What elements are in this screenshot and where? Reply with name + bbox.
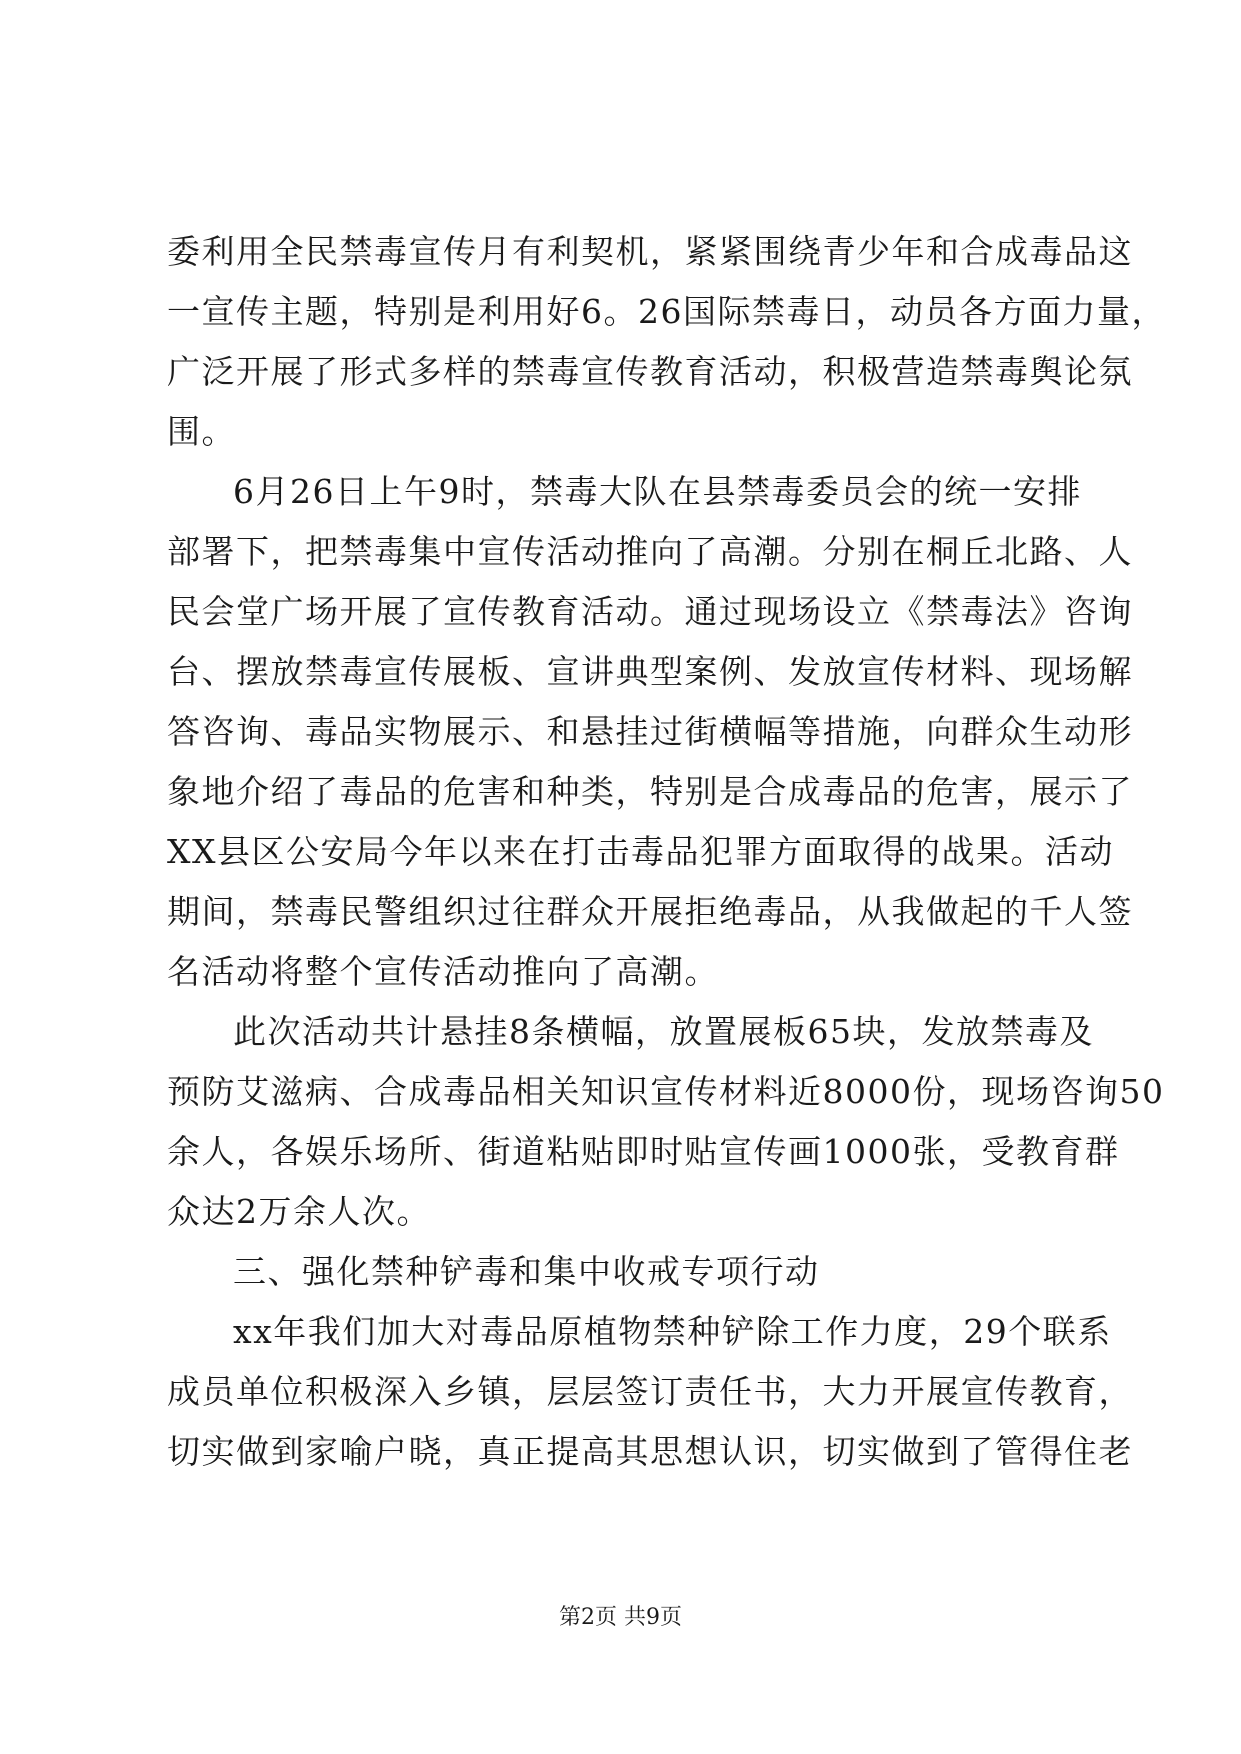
text-line: 一宣传主题，特别是利用好6。26国际禁毒日，动员各方面力量， bbox=[167, 292, 1166, 331]
text-line: 成员单位积极深入乡镇，层层签订责任书，大力开展宣传教育， bbox=[167, 1372, 1133, 1411]
text-line: 广泛开展了形式多样的禁毒宣传教育活动，积极营造禁毒舆论氛 bbox=[167, 352, 1133, 391]
text-line: 切实做到家喻户晓，真正提高其思想认识，切实做到了管得住老 bbox=[167, 1432, 1133, 1471]
text-line: 台、摆放禁毒宣传展板、宣讲典型案例、发放宣传材料、现场解 bbox=[167, 652, 1133, 691]
text-line: 预防艾滋病、合成毒品相关知识宣传材料近8000份，现场咨询50 bbox=[167, 1072, 1165, 1111]
text-line: 民会堂广场开展了宣传教育活动。通过现场设立《禁毒法》咨询 bbox=[167, 592, 1133, 631]
text-line: 三、强化禁种铲毒和集中收戒专项行动 bbox=[233, 1252, 820, 1291]
body-text bbox=[167, 222, 1166, 1482]
text-line: 余人，各娱乐场所、街道粘贴即时贴宣传画1000张，受教育群 bbox=[167, 1132, 1120, 1171]
text-line: 答咨询、毒品实物展示、和悬挂过街横幅等措施，向群众生动形 bbox=[167, 712, 1133, 751]
text-line: xx年我们加大对毒品原植物禁种铲除工作力度，29个联系 bbox=[233, 1312, 1112, 1351]
text-line: 部署下，把禁毒集中宣传活动推向了高潮。分别在桐丘北路、人 bbox=[167, 532, 1133, 571]
text-line: 象地介绍了毒品的危害和种类，特别是合成毒品的危害，展示了 bbox=[167, 772, 1133, 811]
text-line: 6月26日上午9时，禁毒大队在县禁毒委员会的统一安排 bbox=[233, 472, 1082, 511]
text-line: 委利用全民禁毒宣传月有利契机，紧紧围绕青少年和合成毒品这 bbox=[167, 232, 1133, 271]
text-line: 众达2万余人次。 bbox=[167, 1192, 431, 1231]
text-line: XX县区公安局今年以来在打击毒品犯罪方面取得的战果。活动 bbox=[167, 832, 1114, 871]
text-line: 名活动将整个宣传活动推向了高潮。 bbox=[167, 952, 719, 991]
page-footer: 第2页 共9页 bbox=[559, 1605, 682, 1630]
text-line: 此次活动共计悬挂8条横幅，放置展板65块，发放禁毒及 bbox=[233, 1012, 1094, 1051]
text-line: 围。 bbox=[167, 412, 236, 451]
text-line: 期间，禁毒民警组织过往群众开展拒绝毒品，从我做起的千人签 bbox=[167, 892, 1133, 931]
